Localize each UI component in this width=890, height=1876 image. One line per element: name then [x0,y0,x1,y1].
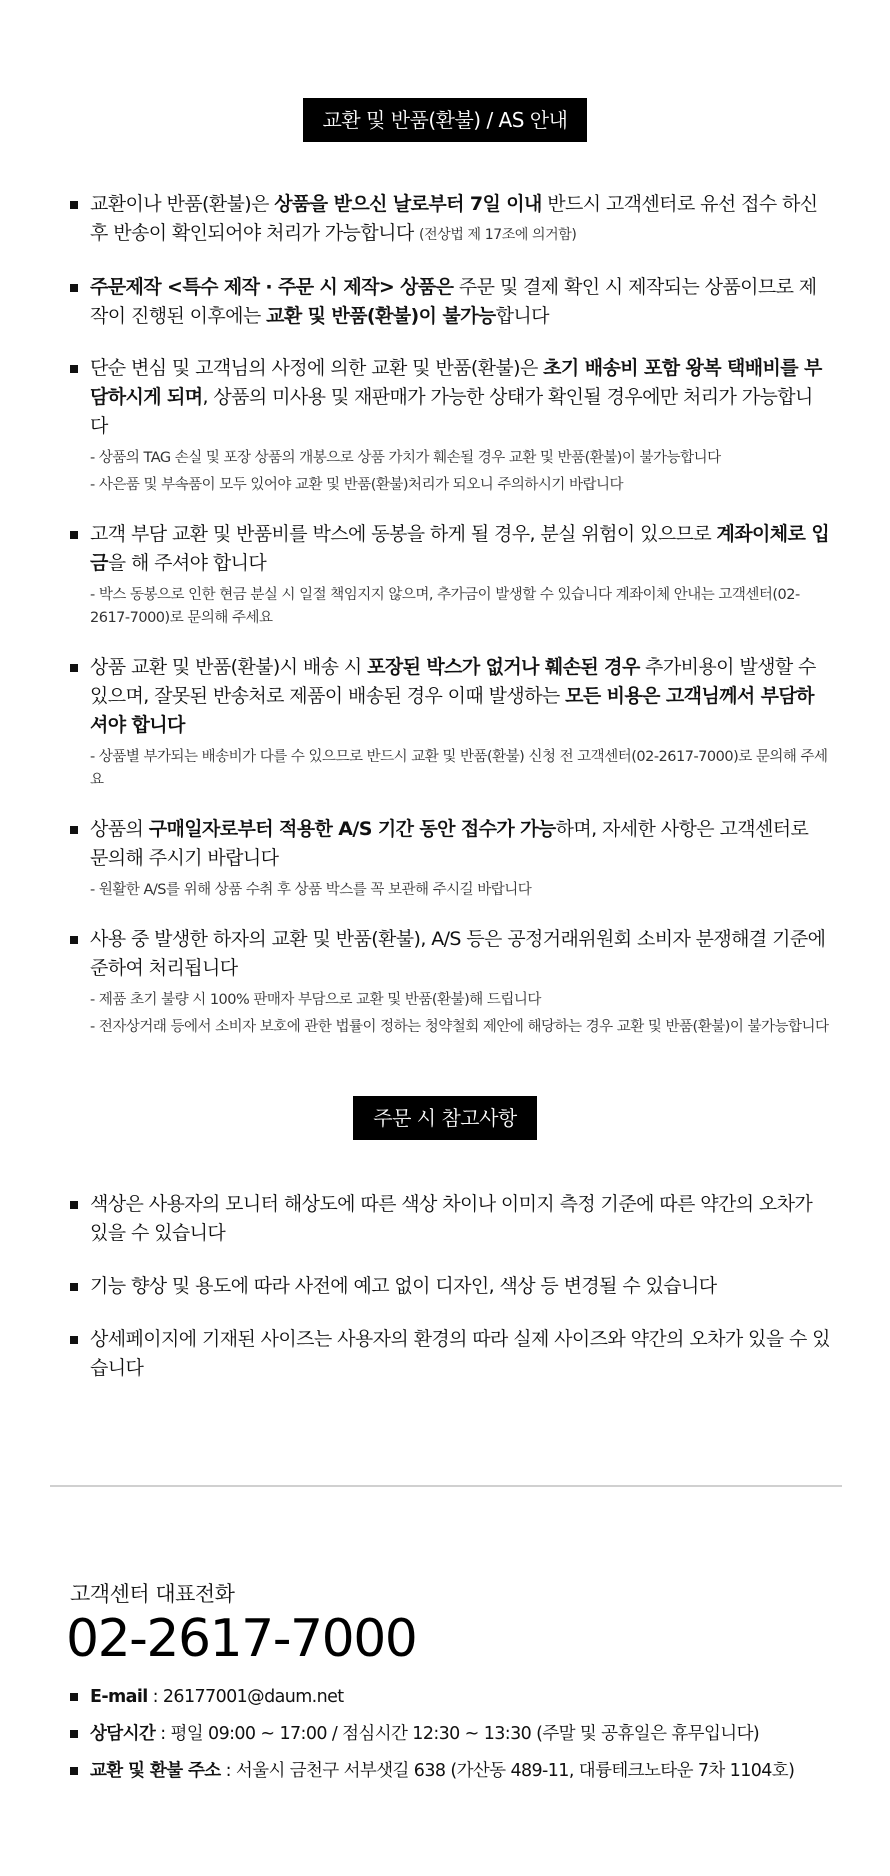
policy-text [90,520,830,578]
body-text: 사용 중 발생한 하자의 교환 및 반품(환불), A/S 등은 공정거래위원회 소비자 분쟁해결 기준에 준하여 처리됩니다 [90,928,826,979]
exchange-policy-list [70,190,830,1039]
policy-text [90,815,830,873]
emphasis-text: 포장된 박스가 없거나 훼손된 경우 [367,656,640,678]
hours-label: 상담시간 [90,1724,156,1744]
bullet-icon [70,1283,78,1291]
law-reference: (전상법 제 17조에 의거함) [419,227,577,243]
policy-text [90,190,830,250]
exchange-title-wrap [0,98,890,142]
order-title-wrap [0,1096,890,1140]
order-note-text: 상세페이지에 기재된 사이즈는 사용자의 환경의 따라 실제 사이즈와 약간의 오차가 있을 수 있습니다 [90,1328,830,1379]
order-note-item [70,1272,830,1301]
address-value: : 서울시 금천구 서부샛길 638 (가산동 489-11, 대륭테크노타운 7차 1104호) [220,1761,795,1781]
sub-notes [90,989,830,1039]
emphasis-text: 주문제작 <특수 제작 · 주문 시 제작> 상품은 [90,276,454,298]
sub-note: - 상품별 부가되는 배송비가 다를 수 있으므로 반드시 교환 및 반품(환불) 신청 전 고객센터(02-2617-7000)로 문의해 주세요 [90,749,828,788]
policy-item [70,520,830,630]
contact-email-item [70,1684,850,1710]
bullet-icon [70,1767,78,1775]
policy-text [90,273,830,331]
bullet-icon [70,201,78,209]
body-text: 상품의 [90,818,149,840]
bullet-icon [70,531,78,539]
policy-text [90,653,830,740]
body-text: 합니다 [495,305,549,327]
contact-hours-item [70,1721,850,1747]
policy-item [70,190,830,250]
emphasis-text: 계좌이체로 입금 [90,523,830,574]
sub-note: - 사은품 및 부속품이 모두 있어야 교환 및 반품(환불)처리가 되오니 주의하시기 바랍니다 [90,477,623,493]
policy-item [70,653,830,792]
policy-item [70,925,830,1039]
sub-note: - 제품 초기 불량 시 100% 판매자 부담으로 교환 및 반품(환불)해 드립니다 [90,992,541,1008]
body-text: 교환이나 반품(환불)은 [90,193,275,215]
customer-center-label: 고객센터 대표전화 [70,1582,235,1606]
emphasis-text: 교환 및 반품(환불)이 불가능 [266,305,496,327]
body-text: , 상품의 미사용 및 재판매가 가능한 상태가 확인될 경우에만 처리가 가능합니다 [90,386,813,437]
body-text: 반드시 고객센터로 유선 접수 하신 후 반송이 확인되어야 처리가 가능합니다 [90,193,818,244]
sub-notes [90,879,830,902]
bullet-icon [70,826,78,834]
body-text: 단순 변심 및 고객님의 사정에 의한 교환 및 반품(환불)은 [90,357,544,379]
bullet-icon [70,1730,78,1738]
sub-notes [90,447,830,497]
emphasis-text: 구매일자로부터 적용한 A/S 기간 동안 접수가 가능 [148,818,556,840]
policy-item [70,273,830,331]
email-value: : 26177001@daum.net [147,1687,344,1707]
body-text: 고객 부담 교환 및 반품비를 박스에 동봉을 하게 될 경우, 분실 위험이 있으므로 [90,523,717,545]
bullet-icon [70,664,78,672]
bullet-icon [70,1336,78,1344]
contact-info-list [70,1684,850,1784]
sub-note: - 전자상거래 등에서 소비자 보호에 관한 법률이 정하는 청약철회 제안에 해당하는 경우 교환 및 반품(환불)이 불가능합니다 [90,1019,829,1035]
order-notes-list [70,1190,830,1407]
order-note-item [70,1190,830,1248]
customer-center-phone: 02-2617-7000 [66,1609,417,1669]
divider [50,1485,842,1487]
body-text: 주문 및 결제 확인 시 제작되는 상품이므로 제작이 진행된 이후에는 [90,276,817,327]
order-note-text: 색상은 사용자의 모니터 해상도에 따른 색상 차이나 이미지 측정 기준에 따른 약간의 오차가 있을 수 있습니다 [90,1193,813,1244]
sub-note: - 원활한 A/S를 위해 상품 수취 후 상품 박스를 꼭 보관해 주시길 바랍니다 [90,882,532,898]
sub-note: - 상품의 TAG 손실 및 포장 상품의 개봉으로 상품 가치가 훼손될 경우 교환 및 반품(환불)이 불가능합니다 [90,450,721,466]
exchange-section-title: 교환 및 반품(환불) / AS 안내 [303,98,588,142]
bullet-icon [70,1693,78,1701]
emphasis-text: 상품을 받으신 날로부터 7일 이내 [274,193,542,215]
address-label: 교환 및 환불 주소 [90,1761,221,1781]
policy-text [90,925,830,983]
body-text: 을 해 주셔야 합니다 [107,552,267,574]
emphasis-text: 모든 비용은 고객님께서 부담하셔야 합니다 [90,685,814,736]
bullet-icon [70,284,78,292]
bullet-icon [70,936,78,944]
hours-value: : 평일 09:00 ~ 17:00 / 점심시간 12:30 ~ 13:30 (주말 및 공휴일은 휴무입니다) [155,1724,760,1744]
sub-notes [90,746,830,792]
policy-item [70,815,830,902]
bullet-icon [70,365,78,373]
bullet-icon [70,1201,78,1209]
contact-address-item [70,1758,850,1784]
body-text: 추가비용이 발생할 수 있으며, 잘못된 반송처로 제품이 배송된 경우 이때 발생하는 [90,656,816,707]
sub-note: - 박스 동봉으로 인한 현금 분실 시 일절 책임지지 않으며, 추가금이 발생할 수 있습니다 계좌이체 안내는 고객센터(02-2617-7000)로 문의해 주세요 [90,587,800,626]
sub-notes [90,584,830,630]
body-text: 상품 교환 및 반품(환불)시 배송 시 [90,656,368,678]
policy-item [70,354,830,497]
order-section-title: 주문 시 참고사항 [353,1096,536,1140]
order-note-text: 기능 향상 및 용도에 따라 사전에 예고 없이 디자인, 색상 등 변경될 수 있습니다 [90,1275,717,1297]
body-text: 하며, 자세한 사항은 고객센터로 문의해 주시기 바랍니다 [90,818,809,869]
order-note-item [70,1325,830,1383]
policy-text [90,354,830,441]
email-label: E-mail [90,1687,148,1707]
emphasis-text: 초기 배송비 포함 왕복 택배비를 부담하시게 되며 [90,357,822,408]
